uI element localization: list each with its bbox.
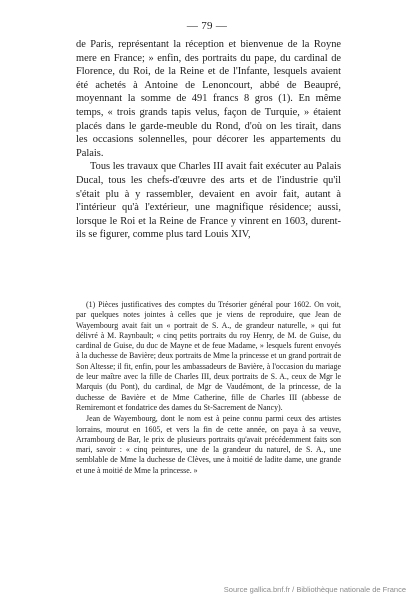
source-credit: Source gallica.bnf.fr / Bibliothèque nationale de France	[223, 585, 406, 594]
footnote-paragraph: (1) Pièces justificatives des comptes du Trésorier général pour 1602. On voit, par quelques notes jointes à celles que je viens de reproduire, que Jean de Wayembourg avait fait un « portrait de S. A., de grandeur naturelle, » qui fut délivré à M. Raynbault; « cinq petits portraits du roy Henry, de M. de Guise, du cardinal de Guise, du duc de Mayne et de feue Madame, » lesquels furent envoyés à la duchesse de Bavière; deux portraits de Mme la princesse et un grand portrait de Son Altesse; il fit, enfin, pour les ambassadeurs de Bavière, à l'occasion du mariage de leur maître avec la fille de Charles III, deux portraits de S. A., ceux de Mgr le Marquis (du Pont), du cardinal, de Mgr de Vaudémont, de la princesse, de la duchesse de Bavière et de Mme Catherine, fille de Charles III (abbesse de Remiremont et fondatrice des dames du St-Sacrement de Nancy).	[76, 300, 341, 412]
footnote-paragraph: Jean de Wayembourg, dont le nom est à peine connu parmi ceux des artistes lorrains, mourut en 1605, et vers la fin de cette année, on paya à sa veuve, Arrambourg de Bar, le prix de plusieurs portraits qu'avait précédemment faits son mari, savoir : « cinq peintures, une de la grandeur du naturel, de S. A., une semblable de Mme la duchesse de Clèves, une à moitié de ladite dame, une grande et une à moitié de Mme la princesse. »	[76, 414, 341, 475]
main-paragraph: Tous les travaux que Charles III avait fait exécuter au Palais Ducal, tous les chefs-d'œuvre des arts et de l'industrie qu'il s'était plu à y rassembler, devaient en avoir fait, autant à l'intérieur qu'à l'extérieur, une magnifique résidence; aussi, lorsque le Roi et la Reine de France y vinrent en 1603, durent-ils se figurer, comme plus tard Louis XIV,	[76, 161, 341, 241]
main-paragraph: de Paris, représentant la réception et bienvenue de la Royne mere en France; » enfin, des portraits du pape, du cardinal de Florence, du Roi, de la Reine et de l'Infante, lesquels avaient été achetés à Antoine de Lenoncourt, abbé de Beaupré, moyennant la somme de 491 francs 8 gros (1). En même temps, « trois grands tapis velus, façon de Turquie, » étaient placés dans le garde-meuble du Rond, d'où on les tirait, dans les occasions solennelles, pour décorer les appartements du Palais.	[76, 39, 341, 159]
main-text-block	[76, 38, 341, 242]
page-number: — 79 —	[186, 20, 228, 32]
footnotes-block	[76, 300, 341, 476]
